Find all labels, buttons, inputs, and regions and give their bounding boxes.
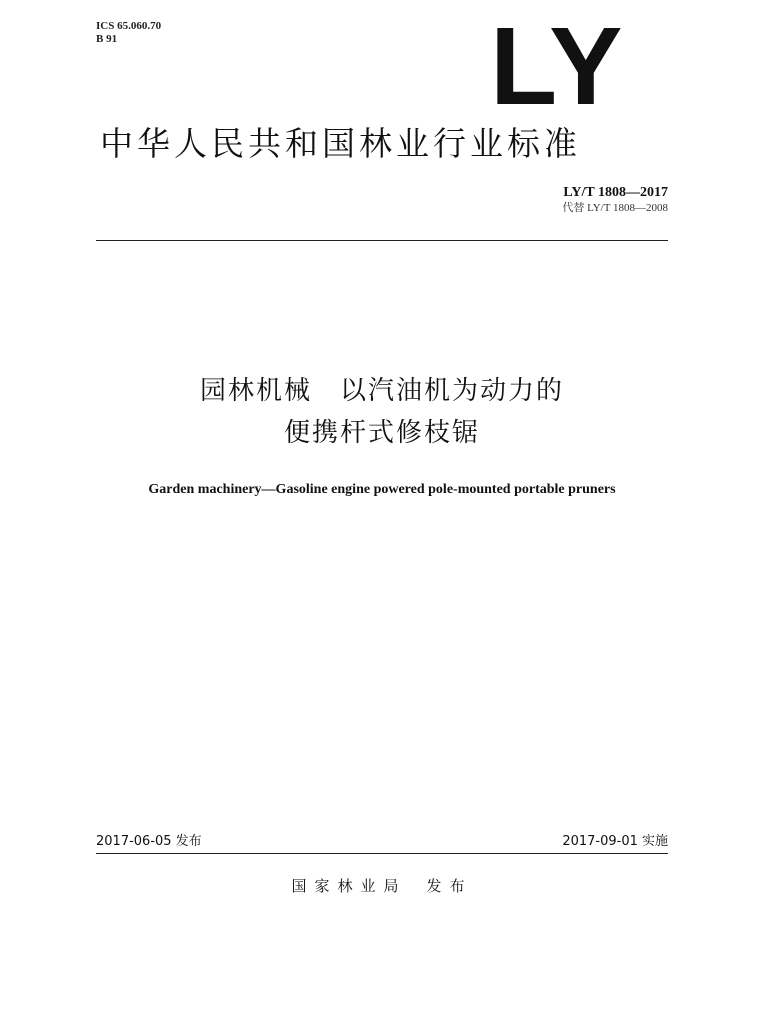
- classification-codes: [96, 20, 161, 46]
- ly-logo: LY: [490, 5, 625, 128]
- replaces-standard: 代替 LY/T 1808—2008: [562, 202, 668, 214]
- issue-date: 2017-06-05 发布: [96, 834, 202, 849]
- publisher-name: 国家林业局: [291, 877, 407, 895]
- chinese-title: [96, 370, 668, 454]
- publisher: [96, 876, 668, 896]
- ccs-code: B 91: [96, 33, 118, 45]
- english-title: Garden machinery—Gasoline engine powered pole-mounted portable pruners: [148, 482, 616, 497]
- org-title: 中华人民共和国林业行业标准: [100, 124, 581, 163]
- chinese-title-line-1: 园林机械 以汽油机为动力的: [199, 376, 564, 406]
- standard-number: LY/T 1808—2017: [563, 185, 668, 200]
- publisher-action: 发布: [426, 877, 473, 895]
- ics-code: ICS 65.060.70: [96, 20, 162, 32]
- top-divider: [96, 240, 668, 241]
- bottom-divider: [96, 853, 668, 854]
- implementation-date: 2017-09-01 实施: [562, 834, 668, 849]
- chinese-title-line-2: 便携杆式修枝锯: [283, 418, 480, 448]
